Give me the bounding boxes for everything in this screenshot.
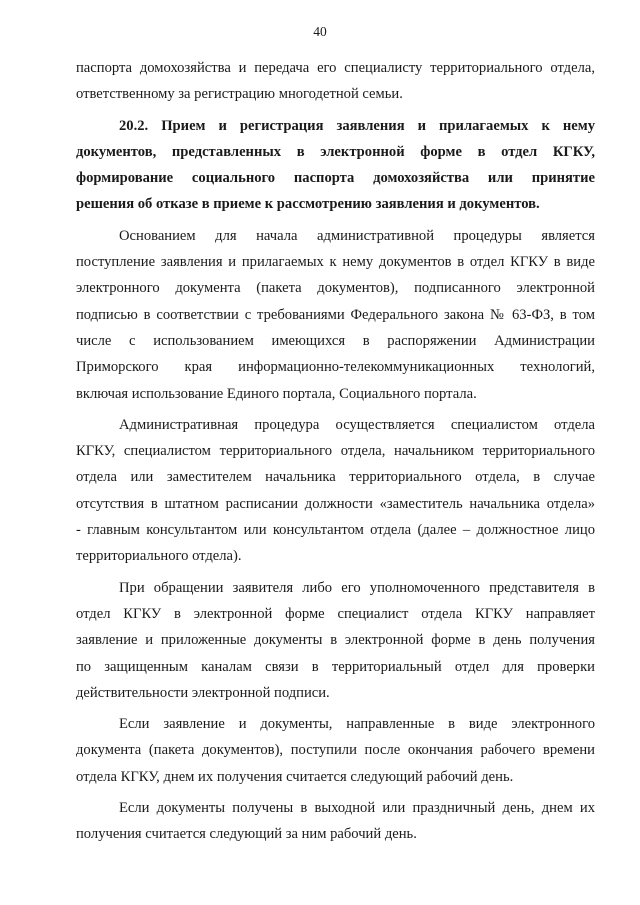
text-line: ответственному за регистрацию многодетной семьи. (76, 86, 403, 103)
paragraph-executors (76, 412, 595, 570)
text-line: числе с использованием имеющихся в распоряжении Администрации (76, 332, 595, 349)
text-line: Основанием для начала административной процедуры является (119, 227, 595, 244)
text-line: получения считается следующий за ним рабочий день. (76, 826, 417, 843)
text-line: электронного документа (пакета документов), подписанного электронной (76, 280, 595, 297)
text-line: Если документы получены в выходной или праздничный день, днем их (119, 800, 595, 817)
paragraph-holiday (76, 795, 595, 848)
text-line: КГКУ, специалистом территориального отдела, начальником территориального (76, 443, 595, 460)
heading-line: 20.2. Прием и регистрация заявления и прилагаемых к нему (119, 117, 595, 134)
text-line: действительности электронной подписи. (76, 684, 330, 701)
heading-line: решения об отказе в приеме к рассмотрению заявления и документов. (76, 196, 540, 213)
section-heading-20-2 (76, 113, 595, 218)
text-line: паспорта домохозяйства и передача его специалисту территориального отдела, (76, 60, 595, 76)
text-line: включая использование Единого портала, Социального портала. (76, 385, 477, 402)
text-line: документа (пакета документов), поступили после окончания рабочего времени (76, 742, 595, 759)
text-line: заявление и приложенные документы в электронной форме в день получения (76, 632, 595, 649)
text-line: отдел КГКУ в электронной форме специалист отдела КГКУ направляет (76, 605, 595, 622)
text-line: территориального отдела). (76, 548, 242, 565)
text-line: отдела КГКУ, днем их получения считается следующий рабочий день. (76, 768, 514, 785)
paragraph-electronic-appeal (76, 575, 595, 706)
heading-line: документов, представленных в электронной форме в отдел КГКУ, (76, 143, 595, 160)
text-line: Административная процедура осуществляется специалистом отдела (119, 416, 595, 433)
paragraph-continuation (76, 55, 595, 108)
text-line: по защищенным каналам связи в территориальный отдел для проверки (76, 658, 595, 675)
text-line: отдела или заместителем начальника территориального отдела, в случае (76, 469, 595, 486)
text-line: подписью в соответствии с требованиями Федерального закона № 63-ФЗ, в том (76, 306, 595, 323)
paragraph-basis (76, 223, 595, 407)
paragraph-after-hours (76, 711, 595, 790)
text-line: поступление заявления и прилагаемых к нему документов в отдел КГКУ в виде (76, 254, 595, 271)
document-body (76, 55, 595, 853)
page-number: 40 (313, 24, 327, 39)
text-line: При обращении заявителя либо его уполномоченного представителя в (119, 579, 595, 596)
text-line: Приморского края информационно-телекоммуникационных технологий, (76, 359, 595, 376)
text-line: - главным консультантом или консультантом отдела (далее – должностное лицо (76, 522, 595, 539)
text-line: отсутствия в штатном расписании должности «заместитель начальника отдела» (76, 495, 595, 512)
heading-line: формирование социального паспорта домохозяйства или принятие (76, 170, 595, 187)
text-line: Если заявление и документы, направленные в виде электронного (119, 716, 595, 733)
